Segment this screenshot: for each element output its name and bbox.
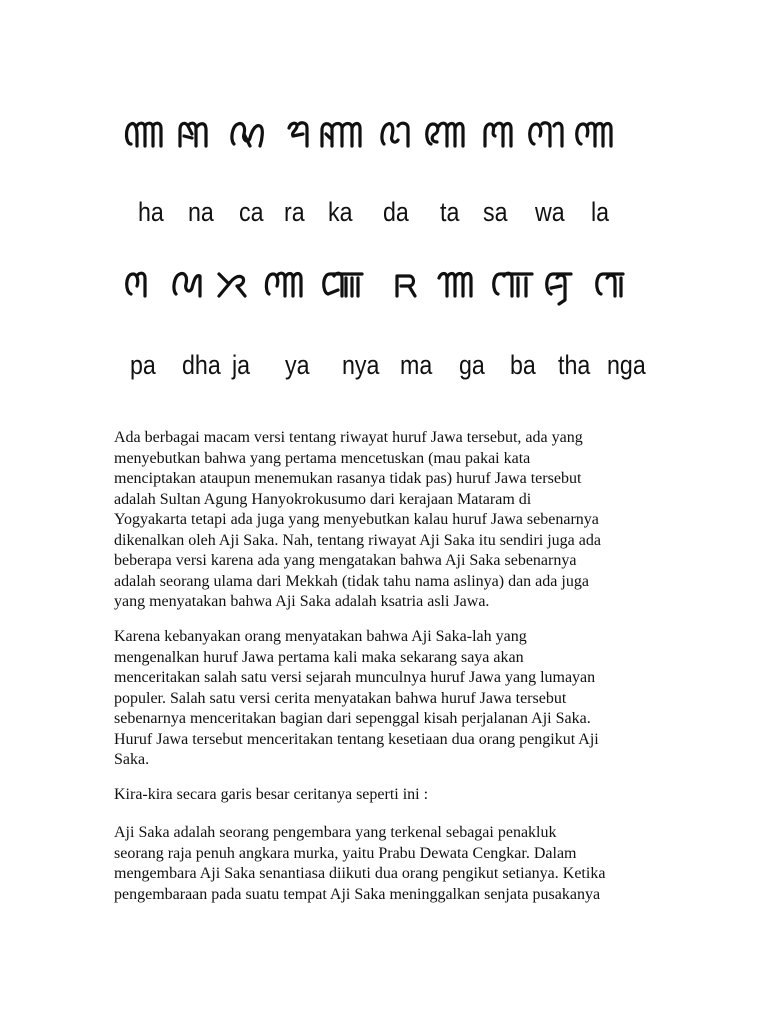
paragraph-2 bbox=[114, 627, 654, 771]
latin-ka: ka bbox=[328, 197, 353, 227]
ca-glyph bbox=[232, 123, 262, 146]
ja-glyph bbox=[219, 274, 245, 296]
p2-line: Karena kebanyakan orang menyatakan bahwa Aji Saka-lah yang bbox=[114, 628, 527, 645]
ga-glyph bbox=[439, 274, 471, 297]
p2-line: mengenalkan huruf Jawa pertama kali maka sekarang saya akan bbox=[114, 648, 524, 666]
nya-glyph bbox=[324, 273, 362, 296]
p4-line: Aji Saka adalah seorang pengembara yang terkenal sebagai penakluk bbox=[114, 824, 557, 841]
latin-ga: ga bbox=[459, 350, 485, 380]
latin-la: la bbox=[591, 197, 610, 227]
da-glyph bbox=[382, 123, 408, 146]
sa-glyph bbox=[485, 123, 511, 146]
p2-line: Saka. bbox=[114, 751, 150, 768]
p4-line: mengembara Aji Saka senantiasa diikuti dua orang pengikut setianya. Ketika bbox=[114, 865, 606, 882]
latin-ra: ra bbox=[284, 197, 305, 227]
ta-glyph bbox=[427, 123, 463, 146]
p2-line: menceritakan salah satu versi sejarah munculnya huruf Jawa yang lumayan bbox=[114, 669, 596, 686]
aksara-row-2 bbox=[0, 258, 768, 306]
dha-glyph bbox=[174, 273, 200, 296]
p1-line: yang menyatakan bahwa Aji Saka adalah ksatria asli Jawa. bbox=[114, 593, 490, 610]
latin-tha: tha bbox=[558, 350, 591, 380]
nga-glyph bbox=[597, 274, 623, 296]
latin-ca: ca bbox=[239, 197, 264, 227]
paragraph-1 bbox=[114, 428, 654, 613]
na-glyph bbox=[180, 123, 206, 146]
paragraph-3 bbox=[114, 785, 654, 806]
ma-glyph bbox=[397, 276, 415, 296]
latin-dha: dha bbox=[182, 350, 221, 380]
latin-pa: pa bbox=[130, 350, 156, 380]
latin-wa: wa bbox=[535, 197, 565, 227]
ka-glyph bbox=[322, 124, 360, 147]
ha-glyph bbox=[127, 123, 162, 146]
p1-line: dikenalkan oleh Aji Saka. Nah, tentang riwayat Aji Saka itu sendiri juga ada bbox=[114, 531, 601, 549]
latin-sa: sa bbox=[483, 197, 508, 227]
p1-line: Ada berbagai macam versi tentang riwayat huruf Jawa tersebut, ada yang bbox=[114, 429, 583, 446]
p1-line: menciptakan ataupun menemukan rasanya tidak pas) huruf Jawa tersebut bbox=[114, 470, 582, 487]
p1-line: beberapa versi karena ada yang mengatakan bahwa Aji Saka sebenarnya bbox=[114, 552, 577, 569]
latin-nga: nga bbox=[607, 350, 646, 380]
p1-line: adalah seorang ulama dari Mekkah (tidak tahu nama aslinya) dan ada juga bbox=[114, 572, 589, 590]
tha-glyph bbox=[547, 274, 571, 304]
aksara-row-1 bbox=[0, 108, 768, 156]
paragraph-4 bbox=[114, 823, 654, 905]
ba-glyph bbox=[494, 273, 532, 296]
p4-line: pengembaraan pada suatu tempat Aji Saka meninggalkan senjata pusakanya bbox=[114, 885, 601, 903]
p2-line: Huruf Jawa tersebut menceritakan tentang kesetiaan dua orang pengikut Aji bbox=[114, 730, 599, 748]
p2-line: populer. Salah satu versi cerita menyatakan bahwa huruf Jawa tersebut bbox=[114, 689, 567, 707]
wa-glyph bbox=[530, 123, 562, 146]
latin-na: na bbox=[188, 197, 214, 227]
p2-line: sebenarnya menceritakan bagian dari sepenggal kisah perjalanan Aji Saka. bbox=[114, 710, 591, 727]
pa-glyph bbox=[127, 273, 145, 296]
latin-ma: ma bbox=[400, 350, 433, 380]
latin-nya: nya bbox=[342, 350, 380, 380]
latin-ja: ja bbox=[232, 350, 251, 380]
p4-line: seorang raja penuh angkara murka, yaitu Prabu Dewata Cengkar. Dalam bbox=[114, 844, 577, 862]
ra-glyph bbox=[289, 123, 307, 146]
latin-row-1 bbox=[0, 192, 768, 232]
p1-line: adalah Sultan Agung Hanyokrokusumo dari kerajaan Mataram di bbox=[114, 490, 532, 508]
latin-ba: ba bbox=[510, 350, 536, 380]
p1-line: Yogyakarta tetapi ada juga yang menyebutkan kalau huruf Jawa sebenarnya bbox=[114, 511, 599, 528]
latin-row-2 bbox=[0, 345, 768, 385]
ya-glyph bbox=[266, 273, 301, 296]
p3-line: Kira-kira secara garis besar ceritanya seperti ini : bbox=[114, 786, 429, 803]
p1-line: menyebutkan bahwa yang pertama mencetuskan (mau pakai kata bbox=[114, 449, 531, 467]
latin-da: da bbox=[383, 197, 409, 227]
la-glyph bbox=[577, 123, 611, 146]
latin-ta: ta bbox=[440, 197, 460, 227]
latin-ya: ya bbox=[285, 350, 310, 380]
latin-ha: ha bbox=[138, 197, 164, 227]
